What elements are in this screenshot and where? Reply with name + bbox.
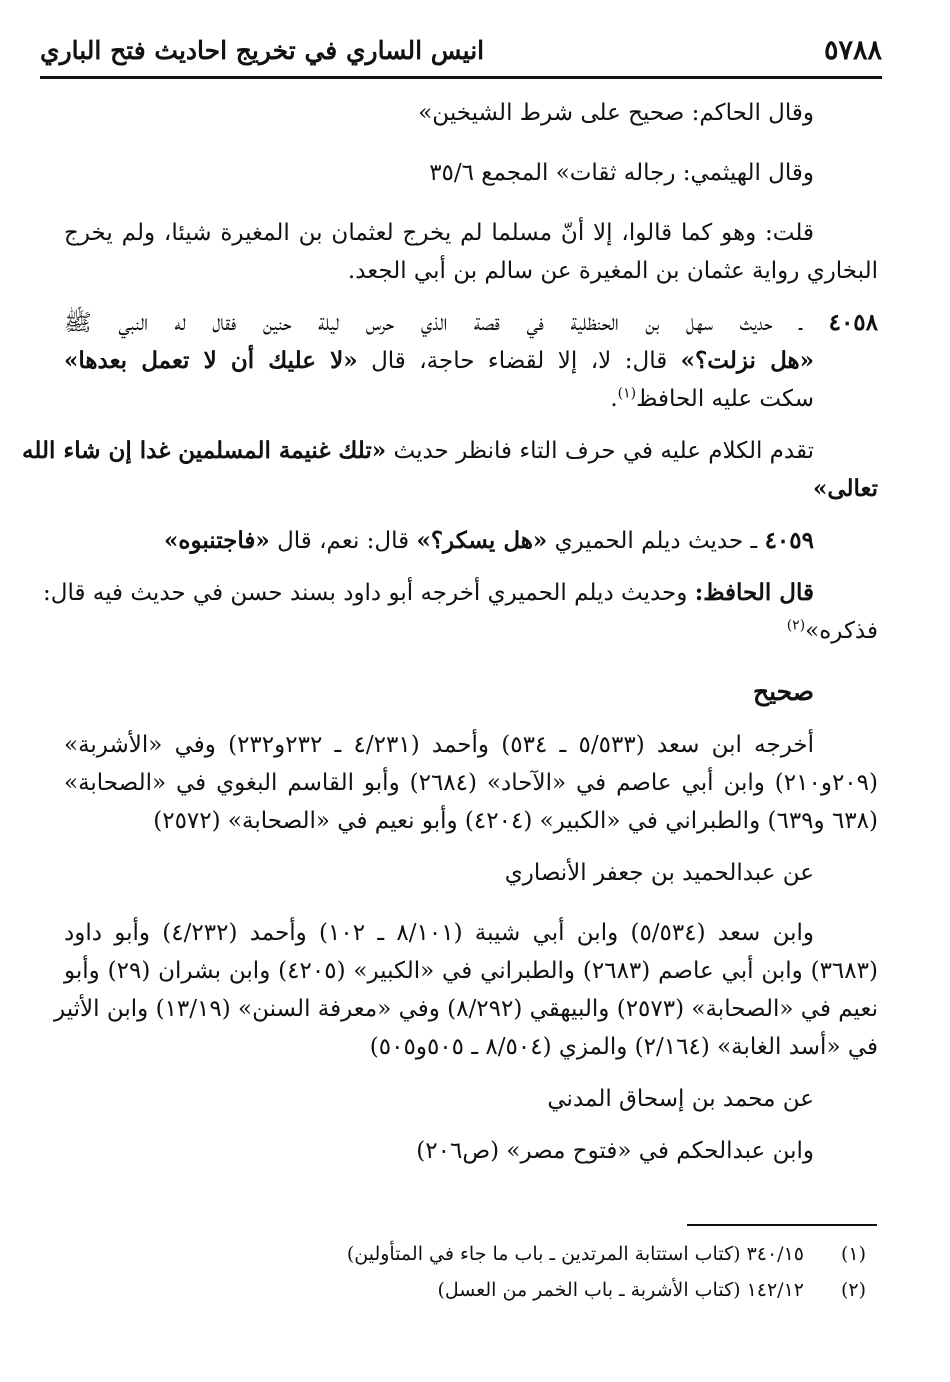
page-number: ٥٧٨٨ xyxy=(823,34,882,66)
hadith-number: ٤٠٥٩ xyxy=(764,527,814,554)
hadith-4059: ٤٠٥٩ ـ حديث ديلم الحميري «هل يسكر؟» قال: نعم، قال «فاجتنبوه» xyxy=(164,527,814,554)
paragraph-comment-line-1: قلت: وهو كما قالوا، إلا أنّ مسلما لم يخرج لعثمان بن المغيرة شيئا، ولم يخرج xyxy=(64,220,814,246)
narrator-line-2: عن محمد بن إسحاق المدني xyxy=(547,1086,814,1112)
takhrij2-line-3: نعيم في «الصحابة» (٢٥٧٣) والبيهقي (٨/٢٩٢) وفي «معرفة السنن» (١٣/١٩) وابن الأثير xyxy=(54,996,878,1022)
header-rule xyxy=(40,76,882,79)
paragraph-haythami: وقال الهيثمي: رجاله ثقات» المجمع ٣٥/٦ xyxy=(429,160,814,186)
takhrij-line-1: أخرجه ابن سعد (٥/٥٣٣ ـ ٥٣٤) وأحمد (٤/٢٣١ ـ ٢٣٢و٢٣٢) وفي «الأشربة» xyxy=(64,732,814,758)
footnote-2: (٢)١٤٢/١٢ (كتاب الأشربة ـ باب الخمر من العسل) xyxy=(437,1279,866,1301)
hadith-4058-line-2: «هل نزلت؟» قال: لا، إلا لقضاء حاجة، قال «لا عليك أن لا تعمل بعدها» xyxy=(64,347,814,374)
footnote-separator xyxy=(687,1224,877,1226)
cross-reference-line-1: تقدم الكلام عليه في حرف التاء فانظر حديث «تلك غنيمة المسلمين غدا إن شاء الله xyxy=(22,437,814,464)
paragraph-comment-line-2: البخاري رواية عثمان بن المغيرة عن سالم بن أبي الجعد. xyxy=(347,258,878,284)
takhrij3-line: وابن عبدالحكم في «فتوح مصر» (ص٢٠٦) xyxy=(416,1138,814,1164)
hafiz-note-line-1: قال الحافظ: وحديث ديلم الحميري أخرجه أبو داود بسند حسن في حديث فيه قال: xyxy=(42,579,814,606)
narrator-line-1: عن عبدالحميد بن جعفر الأنصاري xyxy=(504,860,814,886)
cross-reference-line-2: تعالى» xyxy=(812,475,878,502)
running-title: انيس الساري في تخريج احاديث فتح الباري xyxy=(40,35,485,65)
hadith-4058-line-1: ٤٠٥٨ ـ حديث سهل بن الحنظلية في قصة الذي حرس ليلة حنين فقال له النبي ﷺ xyxy=(64,309,879,336)
footnote-ref: (١) xyxy=(617,385,637,402)
hadith-4058-note: سكت عليه الحافظ$^{(١)}$. xyxy=(610,385,814,412)
takhrij2-line-4: في «أسد الغابة» (٢/١٦٤) والمزي (٨/٥٠٤ ـ ٥٠٥و٥٠٥) xyxy=(369,1034,878,1060)
footnote-ref: (٢) xyxy=(786,617,806,634)
hadith-number: ٤٠٥٨ xyxy=(828,309,879,336)
takhrij-line-2: (٢٠٩و٢١٠) وابن أبي عاصم في «الآحاد» (٢٦٨٤) وأبو القاسم البغوي في «الصحابة» xyxy=(64,770,878,796)
takhrij-line-3: (٦٣٨ و٦٣٩) والطبراني في «الكبير» (٤٢٠٤) وأبو نعيم في «الصحابة» (٢٥٧٢) xyxy=(153,808,878,834)
page-body xyxy=(22,94,879,1170)
paragraph-hakim: وقال الحاكم: صحيح على شرط الشيخين» xyxy=(418,100,814,126)
takhrij2-line-2: (٣٦٨٣) وابن أبي عاصم (٢٦٨٣) والطبراني في «الكبير» (٤٢٠٥) وابن بشران (٢٩) وأبو xyxy=(64,958,878,984)
takhrij2-line-1: وابن سعد (٥/٥٣٤) وابن أبي شيبة (٨/١٠١ ـ ١٠٢) وأحمد (٤/٢٣٢) وأبو داود xyxy=(64,920,814,946)
grading-heading: صحيح xyxy=(752,677,814,706)
hafiz-note-line-2: فذكره»$^{(٢)}$ xyxy=(786,617,878,644)
footnotes xyxy=(64,1236,878,1308)
footnote-1: (١)٣٤٠/١٥ (كتاب استتابة المرتدين ـ باب ما جاء في المتأولين) xyxy=(346,1243,866,1265)
page-header xyxy=(40,30,882,70)
